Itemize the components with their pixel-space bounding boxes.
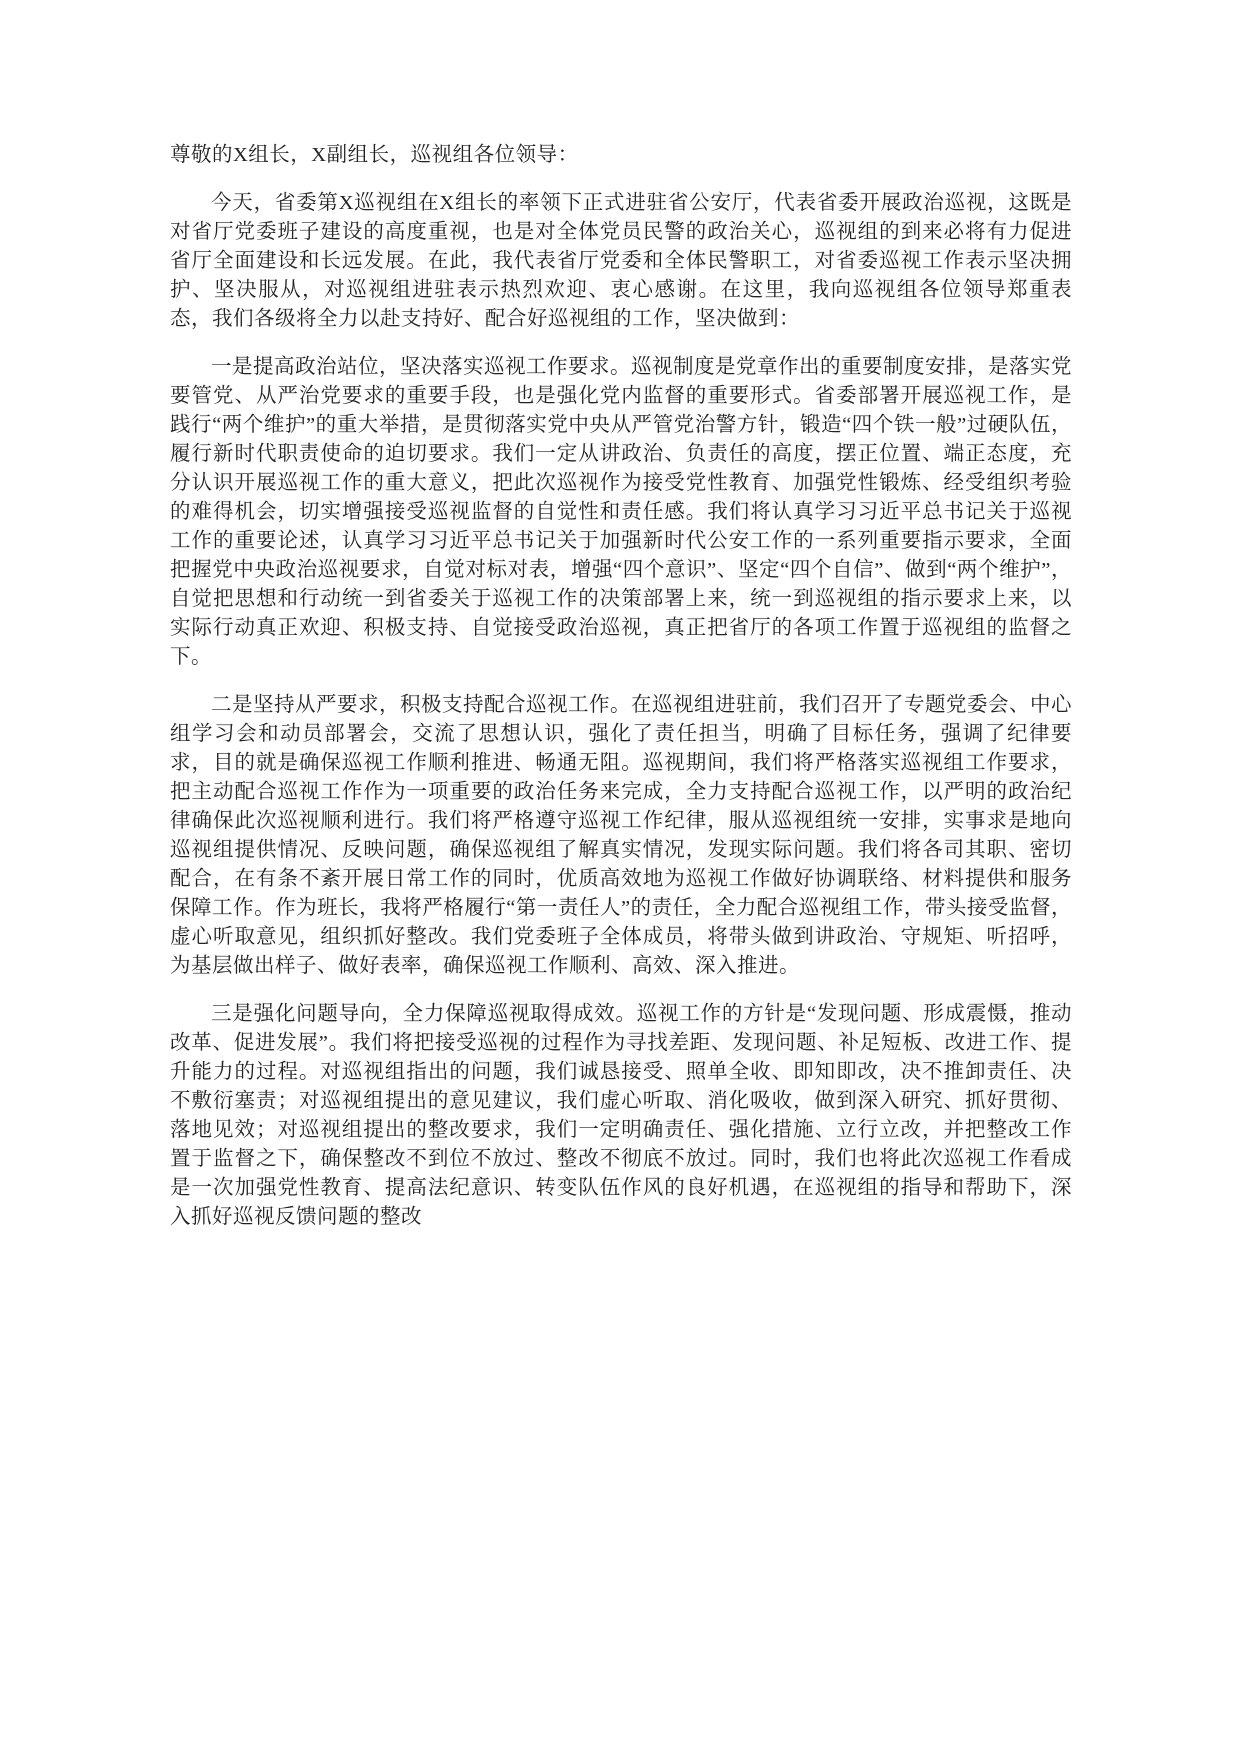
document-paragraph-intro: 今天，省委第X巡视组在X组长的率领下正式进驻省公安厅，代表省委开展政治巡视，这既是对省厅党委班子建设的高度重视，也是对全体党员民警的政治关心，巡视组的到来必将有力促进省厅全面建设和长远发展。在此，我代表省厅党委和全体民警职工，对省委巡视工作表示坚决拥护、坚决服从，对巡视组进驻表示热烈欢迎、衷心感谢。在这里，我向巡视组各位领导郑重表态，我们各级将全力以赴支持好、配合好巡视组的工作，坚决做到： — [170, 192, 1072, 330]
document-salutation: 尊敬的X组长，X副组长，巡视组各位领导： — [170, 144, 579, 166]
document-paragraph-point-three: 三是强化问题导向，全力保障巡视取得成效。巡视工作的方针是“发现问题、形成震慑，推动改革、促进发展”。我们将把接受巡视的过程作为寻找差距、发现问题、补足短板、改进工作、提升能力的过程。对巡视组指出的问题，我们诚恳接受、照单全收、即知即改，决不推卸责任、决不敷衍塞责；对巡视组提出的意见建议，我们虚心听取、消化吸收，做到深入研究、抓好贯彻、落地见效；对巡视组提出的整改要求，我们一定明确责任、强化措施、立行立改，并把整改工作置于监督之下，确保整改不到位不放过、整改不彻底不放过。同时，我们也将此次巡视工作看成是一次加强党性教育、提高法纪意识、转变队伍作风的良好机遇，在巡视组的指导和帮助下，深入抓好巡视反馈问题的整改 — [170, 1003, 1072, 1228]
document-paragraph-point-two: 二是坚持从严要求，积极支持配合巡视工作。在巡视组进驻前，我们召开了专题党委会、中心组学习会和动员部署会，交流了思想认识，强化了责任担当，明确了目标任务，强调了纪律要求，目的就是确保巡视工作顺利推进、畅通无阻。巡视期间，我们将严格落实巡视组工作要求，把主动配合巡视工作作为一项重要的政治任务来完成，全力支持配合巡视工作，以严明的政治纪律确保此次巡视顺利进行。我们将严格遵守巡视工作纪律，服从巡视组统一安排，实事求是地向巡视组提供情况、反映问题，确保巡视组了解真实情况，发现实际问题。我们将各司其职、密切配合，在有条不紊开展日常工作的同时，优质高效地为巡视工作做好协调联络、材料提供和服务保障工作。作为班长，我将严格履行“第一责任人”的责任，全力配合巡视组工作，带头接受监督，虚心听取意见，组织抓好整改。我们党委班子全体成员，将带头做到讲政治、守规矩、听招呼，为基层做出样子、做好表率，确保巡视工作顺利、高效、深入推进。 — [170, 694, 1072, 977]
document-paragraph-point-one: 一是提高政治站位，坚决落实巡视工作要求。巡视制度是党章作出的重要制度安排，是落实党要管党、从严治党要求的重要手段，也是强化党内监督的重要形式。省委部署开展巡视工作，是践行“两个维护”的重大举措，是贯彻落实党中央从严管党治警方针，锻造“四个铁一般”过硬队伍，履行新时代职责使命的迫切要求。我们一定从讲政治、负责任的高度，摆正位置、端正态度，充分认识开展巡视工作的重大意义，把此次巡视作为接受党性教育、加强党性锻炼、经受组织考验的难得机会，切实增强接受巡视监督的自觉性和责任感。我们将认真学习习近平总书记关于巡视工作的重要论述，认真学习习近平总书记关于加强新时代公安工作的一系列重要指示要求，全面把握党中央政治巡视要求，自觉对标对表，增强“四个意识”、坚定“四个自信”、做到“两个维护”，自觉把思想和行动统一到省委关于巡视工作的决策部署上来，统一到巡视组的指示要求上来，以实际行动真正欢迎、积极支持、自觉接受政治巡视，真正把省厅的各项工作置于巡视组的监督之下。 — [170, 356, 1072, 668]
